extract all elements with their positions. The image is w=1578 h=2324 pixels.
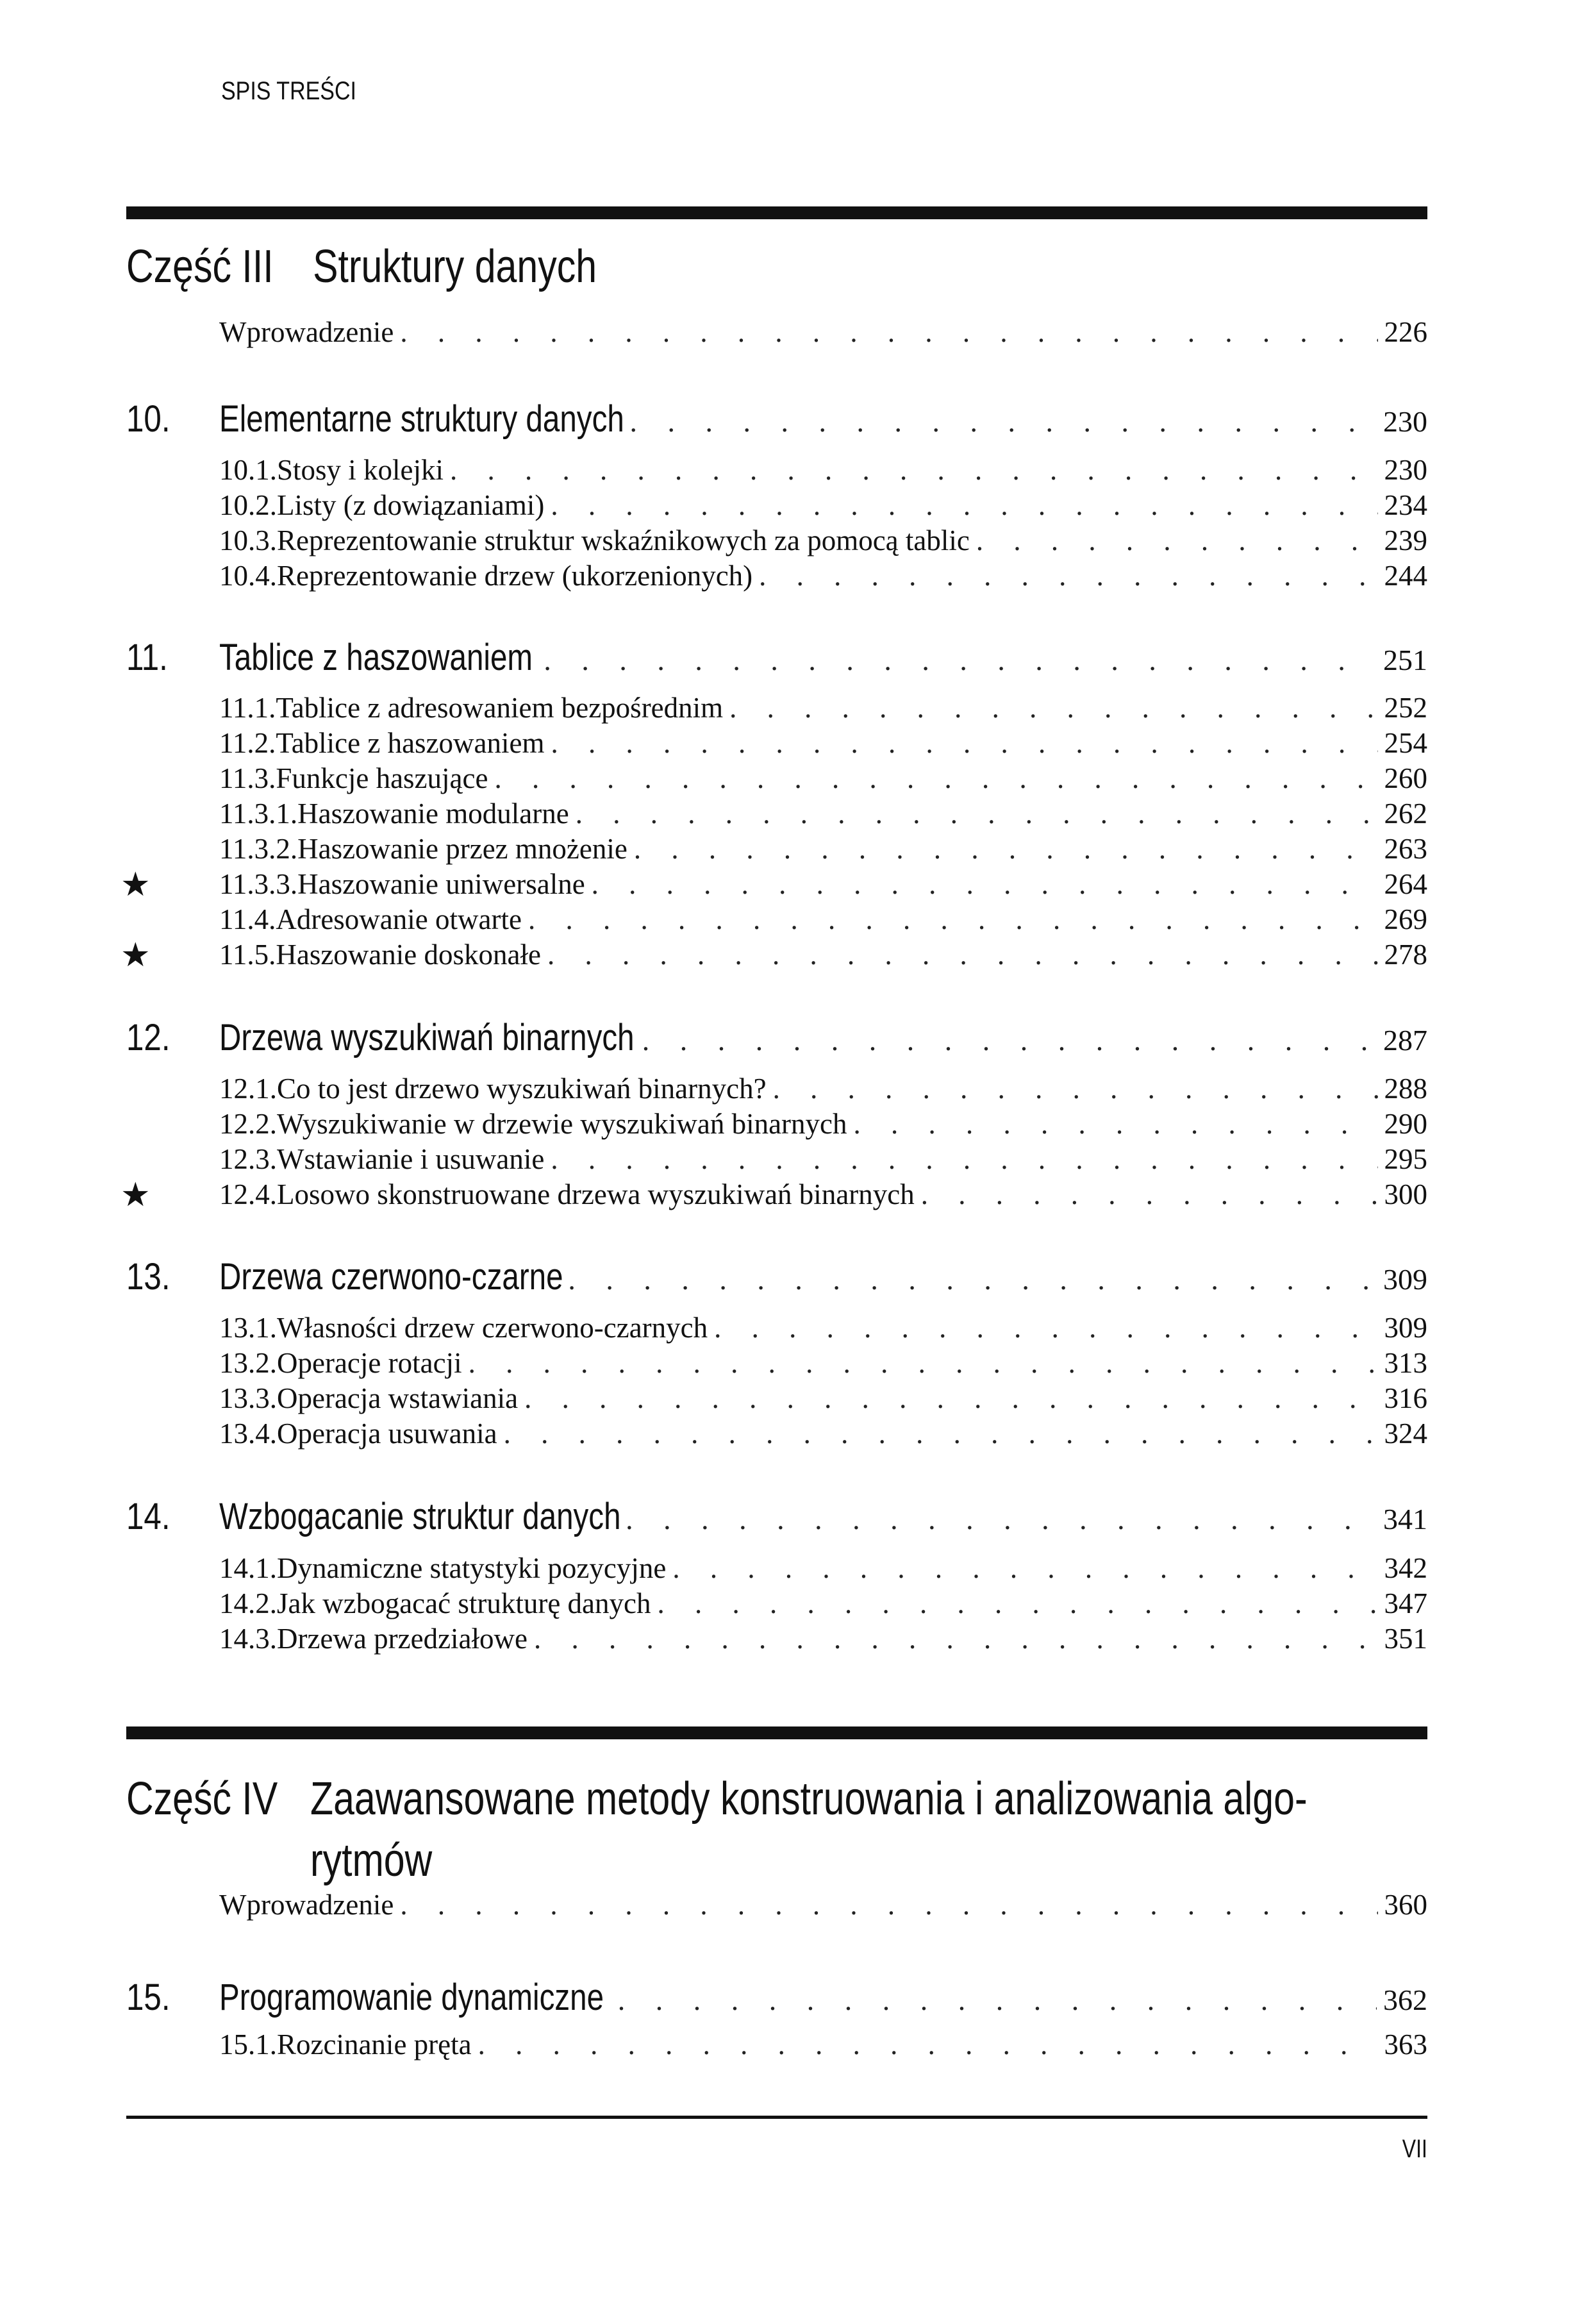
section-page: 288: [1384, 1073, 1427, 1105]
toc-section[interactable]: [126, 726, 1427, 760]
section-number: 11.2.: [219, 727, 276, 759]
section-page: 324: [1384, 1417, 1427, 1450]
toc-subsection-starred[interactable]: [126, 867, 1427, 901]
dot-leader: [642, 1023, 1377, 1057]
dot-leader: [773, 1072, 1378, 1105]
section-title: Listy (z dowiązaniami): [277, 489, 545, 521]
page-number: VII: [1402, 2135, 1427, 2163]
section-title: Własności drzew czerwono-czarnych: [277, 1312, 708, 1344]
toc-entry-intro[interactable]: [126, 1888, 1427, 1921]
dot-leader: [568, 1262, 1377, 1296]
section-number: 12.1.: [219, 1073, 277, 1105]
part-divider-bar: [126, 1726, 1427, 1739]
star-icon: ★: [120, 867, 151, 903]
toc-section-starred[interactable]: [126, 938, 1427, 971]
toc-entry-title: Wprowadzenie: [219, 1889, 394, 1921]
dot-leader: [504, 1417, 1378, 1450]
toc-entry-page: 226: [1384, 316, 1427, 348]
dot-leader: [976, 524, 1378, 557]
section-title: Funkcje haszujące: [276, 762, 488, 794]
section-page: 300: [1384, 1178, 1427, 1210]
toc-chapter-14[interactable]: [126, 1495, 1427, 1538]
section-number: 13.4.: [219, 1417, 277, 1450]
chapter-page: 362: [1383, 1984, 1427, 2016]
toc-chapter-12[interactable]: [126, 1016, 1427, 1059]
dot-leader: [469, 1346, 1378, 1380]
toc-section[interactable]: [126, 903, 1427, 936]
part-label: Część IV: [126, 1773, 278, 1825]
section-title: Reprezentowanie struktur wskaźnikowych za pomocą tablic: [277, 524, 970, 556]
part-divider-bar: [126, 206, 1427, 219]
chapter-title: Elementarne struktury danych: [219, 398, 624, 440]
part-title-line: rytmów: [310, 1835, 433, 1886]
toc-chapter-13[interactable]: [126, 1255, 1427, 1298]
dot-leader: [634, 832, 1378, 865]
chapter-number: 15.: [126, 1977, 170, 2018]
dot-leader: [714, 1311, 1377, 1344]
section-number: 11.3.2.: [219, 833, 298, 865]
part-iii-heading: [126, 240, 597, 293]
section-title: Wstawianie i usuwanie: [277, 1143, 545, 1175]
chapter-page: 341: [1383, 1503, 1427, 1535]
toc-section[interactable]: [126, 1587, 1427, 1620]
toc-entry-page: 360: [1384, 1889, 1427, 1921]
section-title: Losowo skonstruowane drzewa wyszukiwań binarnych: [277, 1178, 915, 1210]
section-page: 239: [1384, 524, 1427, 556]
section-number: 11.3.1.: [219, 798, 298, 830]
toc-section[interactable]: [126, 1311, 1427, 1344]
section-page: 264: [1384, 868, 1427, 900]
toc-section[interactable]: [126, 762, 1427, 795]
section-page: 262: [1384, 798, 1427, 830]
dot-leader: [551, 1142, 1377, 1176]
dot-leader: [494, 762, 1377, 795]
dot-leader: [547, 938, 1378, 971]
section-page: 234: [1384, 489, 1427, 521]
dot-leader: [759, 559, 1377, 592]
chapter-page: 251: [1383, 644, 1427, 676]
chapter-page: 287: [1383, 1024, 1427, 1057]
section-title: Haszowanie doskonałe: [276, 939, 541, 971]
section-page: 263: [1384, 833, 1427, 865]
section-title: Wyszukiwanie w drzewie wyszukiwań binarnych: [277, 1108, 847, 1140]
toc-chapter-11[interactable]: [126, 636, 1427, 679]
toc-section[interactable]: [126, 691, 1427, 724]
section-page: 295: [1384, 1143, 1427, 1175]
dot-leader: [450, 453, 1377, 487]
chapter-page: 230: [1383, 405, 1427, 438]
section-title: Haszowanie uniwersalne: [297, 868, 585, 900]
chapter-title: Programowanie dynamiczne: [219, 1977, 604, 2018]
section-number: 11.3.3.: [219, 868, 298, 900]
toc-section[interactable]: [126, 559, 1427, 592]
dot-leader: [592, 867, 1378, 901]
section-number: 10.3.: [219, 524, 277, 556]
dot-leader: [921, 1178, 1378, 1211]
section-number: 12.3.: [219, 1143, 277, 1175]
section-number: 14.1.: [219, 1552, 277, 1584]
section-number: 14.2.: [219, 1587, 277, 1619]
section-number: 11.3.: [219, 762, 276, 794]
section-page: 290: [1384, 1108, 1427, 1140]
dot-leader: [576, 797, 1378, 830]
section-page: 244: [1384, 560, 1427, 592]
toc-subsection[interactable]: [126, 832, 1427, 865]
dot-leader: [672, 1551, 1377, 1585]
section-number: 12.2.: [219, 1108, 277, 1140]
section-number: 13.3.: [219, 1382, 277, 1414]
section-page: 252: [1384, 692, 1427, 724]
chapter-number: 10.: [126, 398, 170, 440]
toc-section[interactable]: [126, 489, 1427, 522]
toc-section-starred[interactable]: [126, 1178, 1427, 1211]
section-page: 260: [1384, 762, 1427, 794]
toc-section[interactable]: [126, 453, 1427, 487]
section-page: 351: [1384, 1623, 1427, 1655]
chapter-page: 309: [1383, 1263, 1427, 1296]
section-number: 13.2.: [219, 1347, 277, 1379]
dot-leader: [626, 1502, 1377, 1536]
dot-leader: [629, 405, 1377, 439]
dot-leader: [618, 1983, 1377, 2017]
section-page: 269: [1384, 903, 1427, 935]
section-title: Rozcinanie pręta: [277, 2028, 472, 2061]
toc-chapter-10[interactable]: [126, 397, 1427, 440]
section-number: 10.4.: [219, 560, 277, 592]
part-title-line: Zaawansowane metody konstruowania i analizowania algo-: [310, 1773, 1308, 1825]
section-title: Co to jest drzewo wyszukiwań binarnych?: [277, 1073, 767, 1105]
part-title: Struktury danych: [313, 241, 597, 292]
toc-section[interactable]: [126, 524, 1427, 557]
section-page: 313: [1384, 1347, 1427, 1379]
section-title: Tablice z haszowaniem: [276, 727, 545, 759]
section-title: Haszowanie modularne: [297, 798, 569, 830]
section-title: Operacja wstawiania: [277, 1382, 519, 1414]
section-page: 347: [1384, 1587, 1427, 1619]
section-title: Operacje rotacji: [277, 1347, 462, 1379]
section-title: Jak wzbogacać strukturę danych: [277, 1587, 651, 1619]
toc-chapter-15[interactable]: [126, 1976, 1427, 2019]
section-number: 11.1.: [219, 692, 276, 724]
section-page: 230: [1384, 454, 1427, 486]
toc-section[interactable]: [126, 1622, 1427, 1655]
dot-leader: [400, 315, 1377, 349]
section-number: 14.3.: [219, 1623, 277, 1655]
section-title: Dynamiczne statystyki pozycyjne: [277, 1552, 667, 1584]
dot-leader: [544, 643, 1377, 677]
section-number: 13.1.: [219, 1312, 277, 1344]
dot-leader: [551, 489, 1377, 522]
toc-entry-title: Wprowadzenie: [219, 316, 394, 348]
chapter-title: Wzbogacanie struktur danych: [219, 1496, 621, 1537]
dot-leader: [551, 726, 1378, 760]
section-page: 363: [1384, 2028, 1427, 2061]
toc-section[interactable]: [126, 1417, 1427, 1450]
toc-section[interactable]: [126, 1107, 1427, 1141]
section-number: 11.4.: [219, 903, 276, 935]
section-title: Haszowanie przez mnożenie: [297, 833, 627, 865]
toc-entry-intro[interactable]: [126, 315, 1427, 349]
footer-rule: [126, 2116, 1427, 2119]
chapter-number: 14.: [126, 1496, 170, 1537]
dot-leader: [658, 1587, 1378, 1620]
section-number: 15.1.: [219, 2028, 277, 2061]
part-label: Część III: [126, 241, 274, 292]
toc-section[interactable]: [126, 2028, 1427, 2061]
section-title: Adresowanie otwarte: [276, 903, 522, 935]
dot-leader: [528, 903, 1378, 936]
section-title: Stosy i kolejki: [277, 454, 444, 486]
section-page: 254: [1384, 727, 1427, 759]
section-number: 10.2.: [219, 489, 277, 521]
section-page: 342: [1384, 1552, 1427, 1584]
section-title: Reprezentowanie drzew (ukorzenionych): [277, 560, 753, 592]
section-number: 11.5.: [219, 939, 276, 971]
chapter-title: Tablice z haszowaniem: [219, 637, 533, 678]
toc-subsection[interactable]: [126, 797, 1427, 830]
running-header: SPIS TREŚCI: [221, 77, 356, 105]
dot-leader: [524, 1382, 1377, 1415]
dot-leader: [478, 2028, 1378, 2061]
dot-leader: [854, 1107, 1378, 1141]
section-page: 309: [1384, 1312, 1427, 1344]
chapter-number: 12.: [126, 1017, 170, 1058]
chapter-number: 13.: [126, 1256, 170, 1298]
chapter-title: Drzewa wyszukiwań binarnych: [219, 1017, 635, 1058]
part-title: [310, 1768, 1404, 1891]
dot-leader: [400, 1888, 1377, 1921]
star-icon: ★: [120, 937, 151, 974]
toc-section[interactable]: [126, 1142, 1427, 1176]
section-title: Drzewa przedziałowe: [277, 1623, 528, 1655]
chapter-number: 11.: [126, 637, 168, 678]
section-title: Operacja usuwania: [277, 1417, 497, 1450]
chapter-title: Drzewa czerwono-czarne: [219, 1256, 563, 1298]
dot-leader: [729, 691, 1377, 724]
dot-leader: [534, 1622, 1377, 1655]
section-page: 278: [1384, 939, 1427, 971]
section-number: 12.4.: [219, 1178, 277, 1210]
toc-section[interactable]: [126, 1072, 1427, 1105]
toc-section[interactable]: [126, 1346, 1427, 1380]
toc-section[interactable]: [126, 1551, 1427, 1585]
section-page: 316: [1384, 1382, 1427, 1414]
section-title: Tablice z adresowaniem bezpośrednim: [276, 692, 724, 724]
star-icon: ★: [120, 1177, 151, 1214]
toc-section[interactable]: [126, 1382, 1427, 1415]
section-number: 10.1.: [219, 454, 277, 486]
